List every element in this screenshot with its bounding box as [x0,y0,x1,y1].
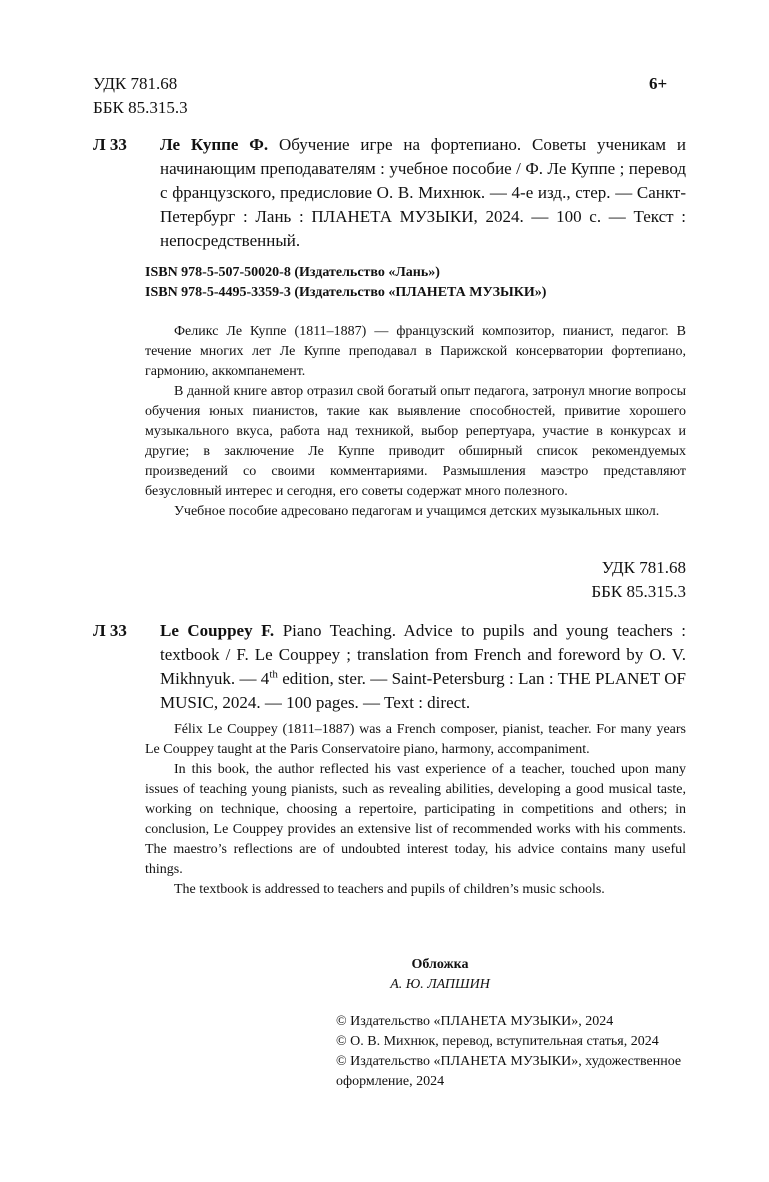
ru-isbn-planeta: ISBN 978-5-4495-3359-3 (Издательство «ПЛАНЕТА МУЗЫКИ») [145,285,547,300]
copyright-line: © О. В. Михнюк, перевод, вступительная статья, 2024 [336,1034,659,1049]
en-library-code: Л 33 [93,621,127,640]
ru-abstract-paragraph: В данной книге автор отразил свой богатый опыт педагога, затронул многие вопросы обучения юных пианистов, такие как выявление способностей, привитие хорошего музыкального вкуса, работа над техникой, выбор репертуара, участие в конкурсах и другие; в заключение Ле Куппе приводит обширный список рекомендуемых произведений со своими комментариями. Размышления маэстро представляют безусловный интерес и сегодня, его советы содержат много полезного. [145,384,686,499]
en-edition-superscript: th [269,668,278,681]
ru-abstract-paragraph: Феликс Ле Куппе (1811–1887) — французский композитор, пианист, педагог. В течение многих лет Ле Куппе преподавал в Парижской консерватории фортепиано, гармонию, аккомпанемент. [145,324,686,379]
ru-isbn-lan: ISBN 978-5-507-50020-8 (Издательство «Лань») [145,265,440,280]
en-author: Le Couppey F. [160,621,275,640]
en-abstract-paragraph: The textbook is addressed to teachers and pupils of children’s music schools. [174,882,605,897]
en-abstract [145,720,686,900]
cover-artist: А. Ю. ЛАПШИН [390,977,490,992]
copyright-line: © Издательство «ПЛАНЕТА МУЗЫКИ», 2024 [336,1014,614,1029]
en-description-part2: edition, ster. — Saint-Petersburg : Lan : THE PLANET OF MUSIC, 2024. — 100 pages. — Text : direct. [160,669,686,712]
ru-author: Ле Куппе Ф. [160,135,269,154]
copyright-line: © Издательство «ПЛАНЕТА МУЗЫКИ», художественное оформление, 2024 [336,1054,682,1089]
age-rating: 6+ [649,74,668,93]
ru-abstract [145,322,686,522]
ru-udk: УДК 781.68 [601,558,686,577]
en-abstract-paragraph: Félix Le Couppey (1811–1887) was a French composer, pianist, teacher. For many years Le Couppey taught at the Paris Conservatoire piano, harmony, accompaniment. [145,722,686,757]
en-abstract-paragraph: In this book, the author reflected his vast experience of a teacher, touched upon many issues of teaching young pianists, such as revealing abilities, developing a good musical taste, working on technique, choosing a repertoire, participating in competitions and others; in conclusion, Le Couppey provides an extensive list of recommended works with his comments. The maestro’s reflections are of undoubted interest today, his advice contains many useful things. [145,762,686,877]
ru-bbk: ББК 85.315.3 [591,582,686,601]
ru-description: Обучение игре на фортепиано. Советы ученикам и начинающим преподавателям : учебное пособие / Ф. Ле Куппе ; перевод с французского, предисловие О. В. Михнюк. — 4-е изд., стер. — Санкт-Петербург : Лань : ПЛАНЕТА МУЗЫКИ, 2024. — 100 с. — Текст : непосредственный. [160,135,686,250]
ru-bibliographic-record [160,133,686,253]
en-description-part1: Piano Teaching. Advice to pupils and young teachers : textbook / F. Le Couppey ; translation from French and foreword by O. V. Mikhnyuk. — 4 [160,621,686,688]
ru-library-code: Л 33 [93,135,127,154]
copyright-block [336,1012,686,1092]
en-bibliographic-record [160,619,686,715]
cover-label: Обложка [411,957,469,972]
ru-abstract-paragraph: Учебное пособие адресовано педагогам и учащимся детских музыкальных школ. [174,504,660,519]
header-udk: УДК 781.68 [93,74,178,93]
header-bbk: ББК 85.315.3 [93,98,188,117]
